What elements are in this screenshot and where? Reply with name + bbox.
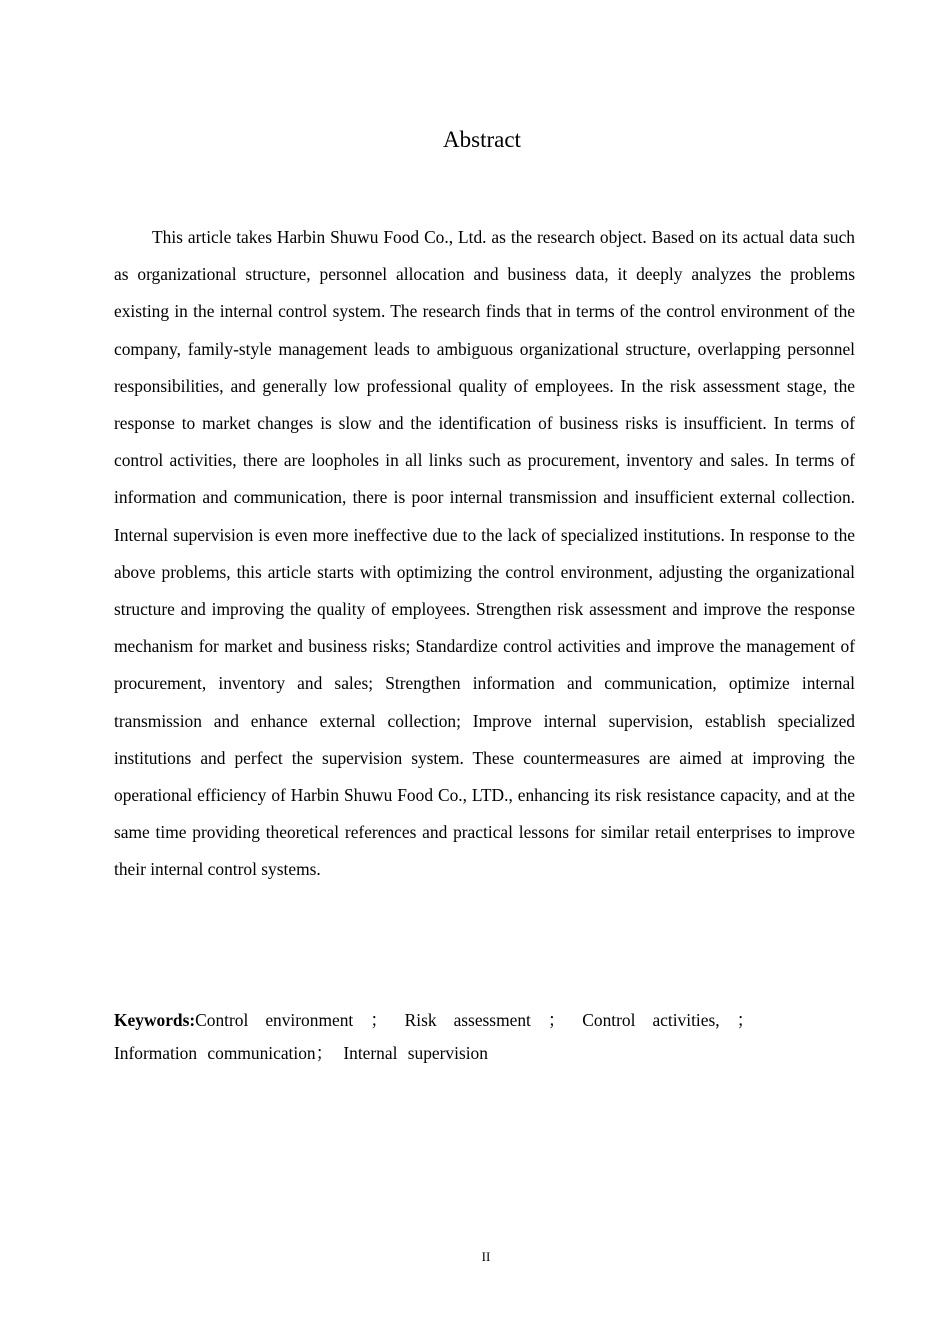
page-number: II [481, 1249, 491, 1264]
keywords-line [114, 1004, 754, 1070]
keywords-text: Control environment ； Risk assessment ； Control activities, ； Information communication； Internal supervision [114, 1010, 754, 1063]
keywords-label: Keywords: [114, 1010, 196, 1030]
abstract-body: This article takes Harbin Shuwu Food Co., Ltd. as the research object. Based on its actual data such as organizational structure, personnel allocation and business data, it deeply analyzes the problems existing in the internal control system. The research finds that in terms of the control environment of the company, family-style management leads to ambiguous organizational structure, overlapping personnel responsibilities, and generally low professional quality of employees. In the risk assessment stage, the response to market changes is slow and the identification of business risks is insufficient. In terms of control activities, there are loopholes in all links such as procurement, inventory and sales. In terms of information and communication, there is poor internal transmission and insufficient external collection. Internal supervision is even more ineffective due to the lack of specialized institutions. In response to the above problems, this article starts with optimizing the control environment, adjusting the organizational structure and improving the quality of employees. Strengthen risk assessment and improve the response mechanism for market and business risks; Standardize control activities and improve the management of procurement, inventory and sales; Strengthen information and communication, optimize internal transmission and enhance external collection; Improve internal supervision, establish specialized institutions and perfect the supervision system. These countermeasures are aimed at improving the operational efficiency of Harbin Shuwu Food Co., LTD., enhancing its risk resistance capacity, and at the same time providing theoretical references and practical lessons for similar retail enterprises to improve their internal control systems. [114, 227, 855, 880]
abstract-title: Abstract [443, 127, 521, 152]
